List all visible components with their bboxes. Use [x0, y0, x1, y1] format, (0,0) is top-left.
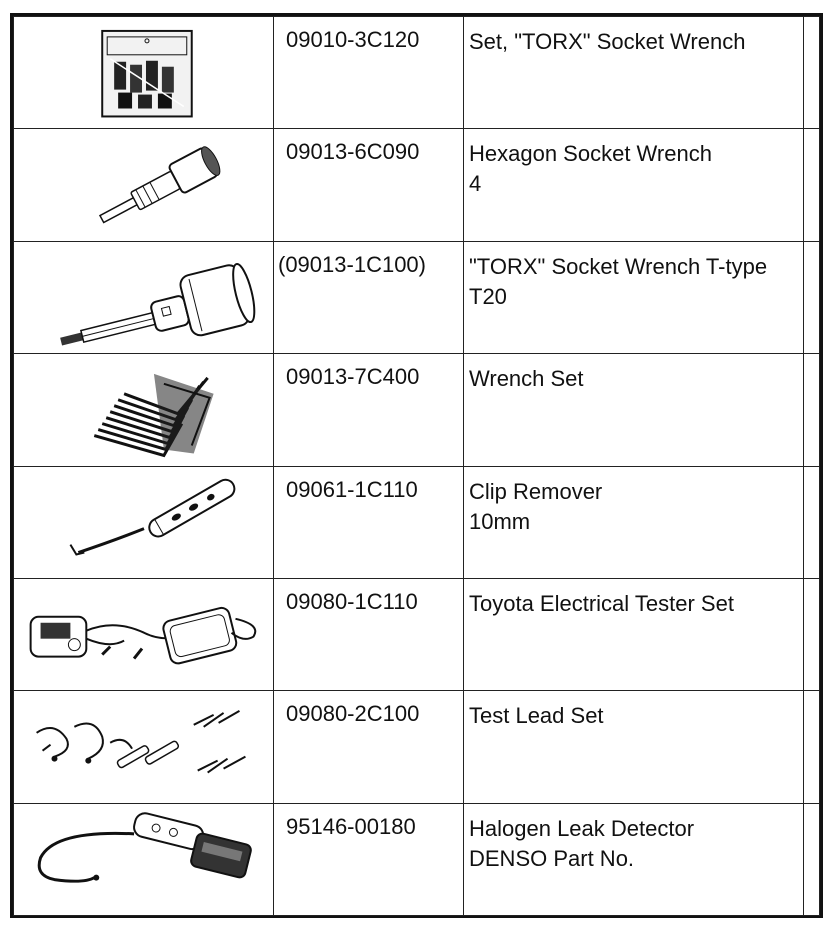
description-line: "TORX" Socket Wrench T-type — [469, 253, 768, 279]
description-line: 4 — [469, 171, 482, 197]
description-line: Set, "TORX" Socket Wrench — [469, 29, 746, 54]
description-line: Wrench Set — [469, 366, 584, 392]
blank-cell — [804, 578, 820, 690]
description-line: Halogen Leak Detector — [469, 815, 695, 841]
blank-cell — [804, 803, 820, 915]
description-line: DENSO Part No. — [469, 845, 635, 871]
part-number: 09061-1C110 — [274, 466, 464, 578]
part-number: 09013-7C400 — [274, 354, 464, 466]
part-number: (09013-1C100) — [274, 241, 464, 353]
part-description — [464, 354, 804, 466]
part-description — [464, 466, 804, 578]
part-description — [464, 803, 804, 915]
table-row — [14, 241, 820, 353]
illustration-cell — [14, 691, 274, 803]
description-line: Toyota Electrical Tester Set — [469, 590, 734, 616]
blank-cell — [804, 129, 820, 241]
part-number: 09080-2C100 — [274, 691, 464, 803]
description-line: Hexagon Socket Wrench — [469, 141, 712, 167]
illustration-cell — [14, 17, 274, 129]
blank-cell — [804, 17, 820, 129]
torx-t-type-wrench-icon — [14, 242, 273, 353]
table-row — [14, 354, 820, 466]
test-lead-set-icon — [14, 691, 273, 802]
part-description — [464, 241, 804, 353]
illustration-cell — [14, 578, 274, 690]
part-description — [464, 578, 804, 690]
description-line: Test Lead Set — [469, 703, 604, 729]
torx-socket-set-icon — [14, 17, 273, 128]
illustration-cell — [14, 466, 274, 578]
table-row — [14, 803, 820, 915]
part-number: 95146-00180 — [274, 803, 464, 915]
part-number: 09010-3C120 — [274, 17, 464, 129]
illustration-cell — [14, 354, 274, 466]
table-row — [14, 578, 820, 690]
part-description — [464, 129, 804, 241]
clip-remover-icon — [14, 467, 273, 578]
blank-cell — [804, 691, 820, 803]
part-number: 09013-6C090 — [274, 129, 464, 241]
part-number: 09080-1C110 — [274, 578, 464, 690]
description-line: 10mm — [469, 508, 531, 534]
blank-cell — [804, 241, 820, 353]
hexagon-socket-wrench-icon — [14, 129, 273, 240]
halogen-leak-detector-icon — [14, 804, 273, 915]
illustration-cell — [14, 129, 274, 241]
description-line: Clip Remover — [469, 478, 603, 504]
table-row — [14, 691, 820, 803]
blank-cell — [804, 354, 820, 466]
part-description — [464, 17, 804, 129]
description-line: T20 — [469, 283, 507, 309]
part-description — [464, 691, 804, 803]
illustration-cell — [14, 241, 274, 353]
table-row — [14, 466, 820, 578]
table-row — [14, 129, 820, 241]
tool-table-frame — [10, 13, 823, 918]
hex-key-wrench-set-icon — [14, 354, 273, 465]
table-row — [14, 17, 820, 129]
illustration-cell — [14, 803, 274, 915]
blank-cell — [804, 466, 820, 578]
electrical-tester-set-icon — [14, 579, 273, 690]
special-service-tools-table — [13, 16, 820, 916]
